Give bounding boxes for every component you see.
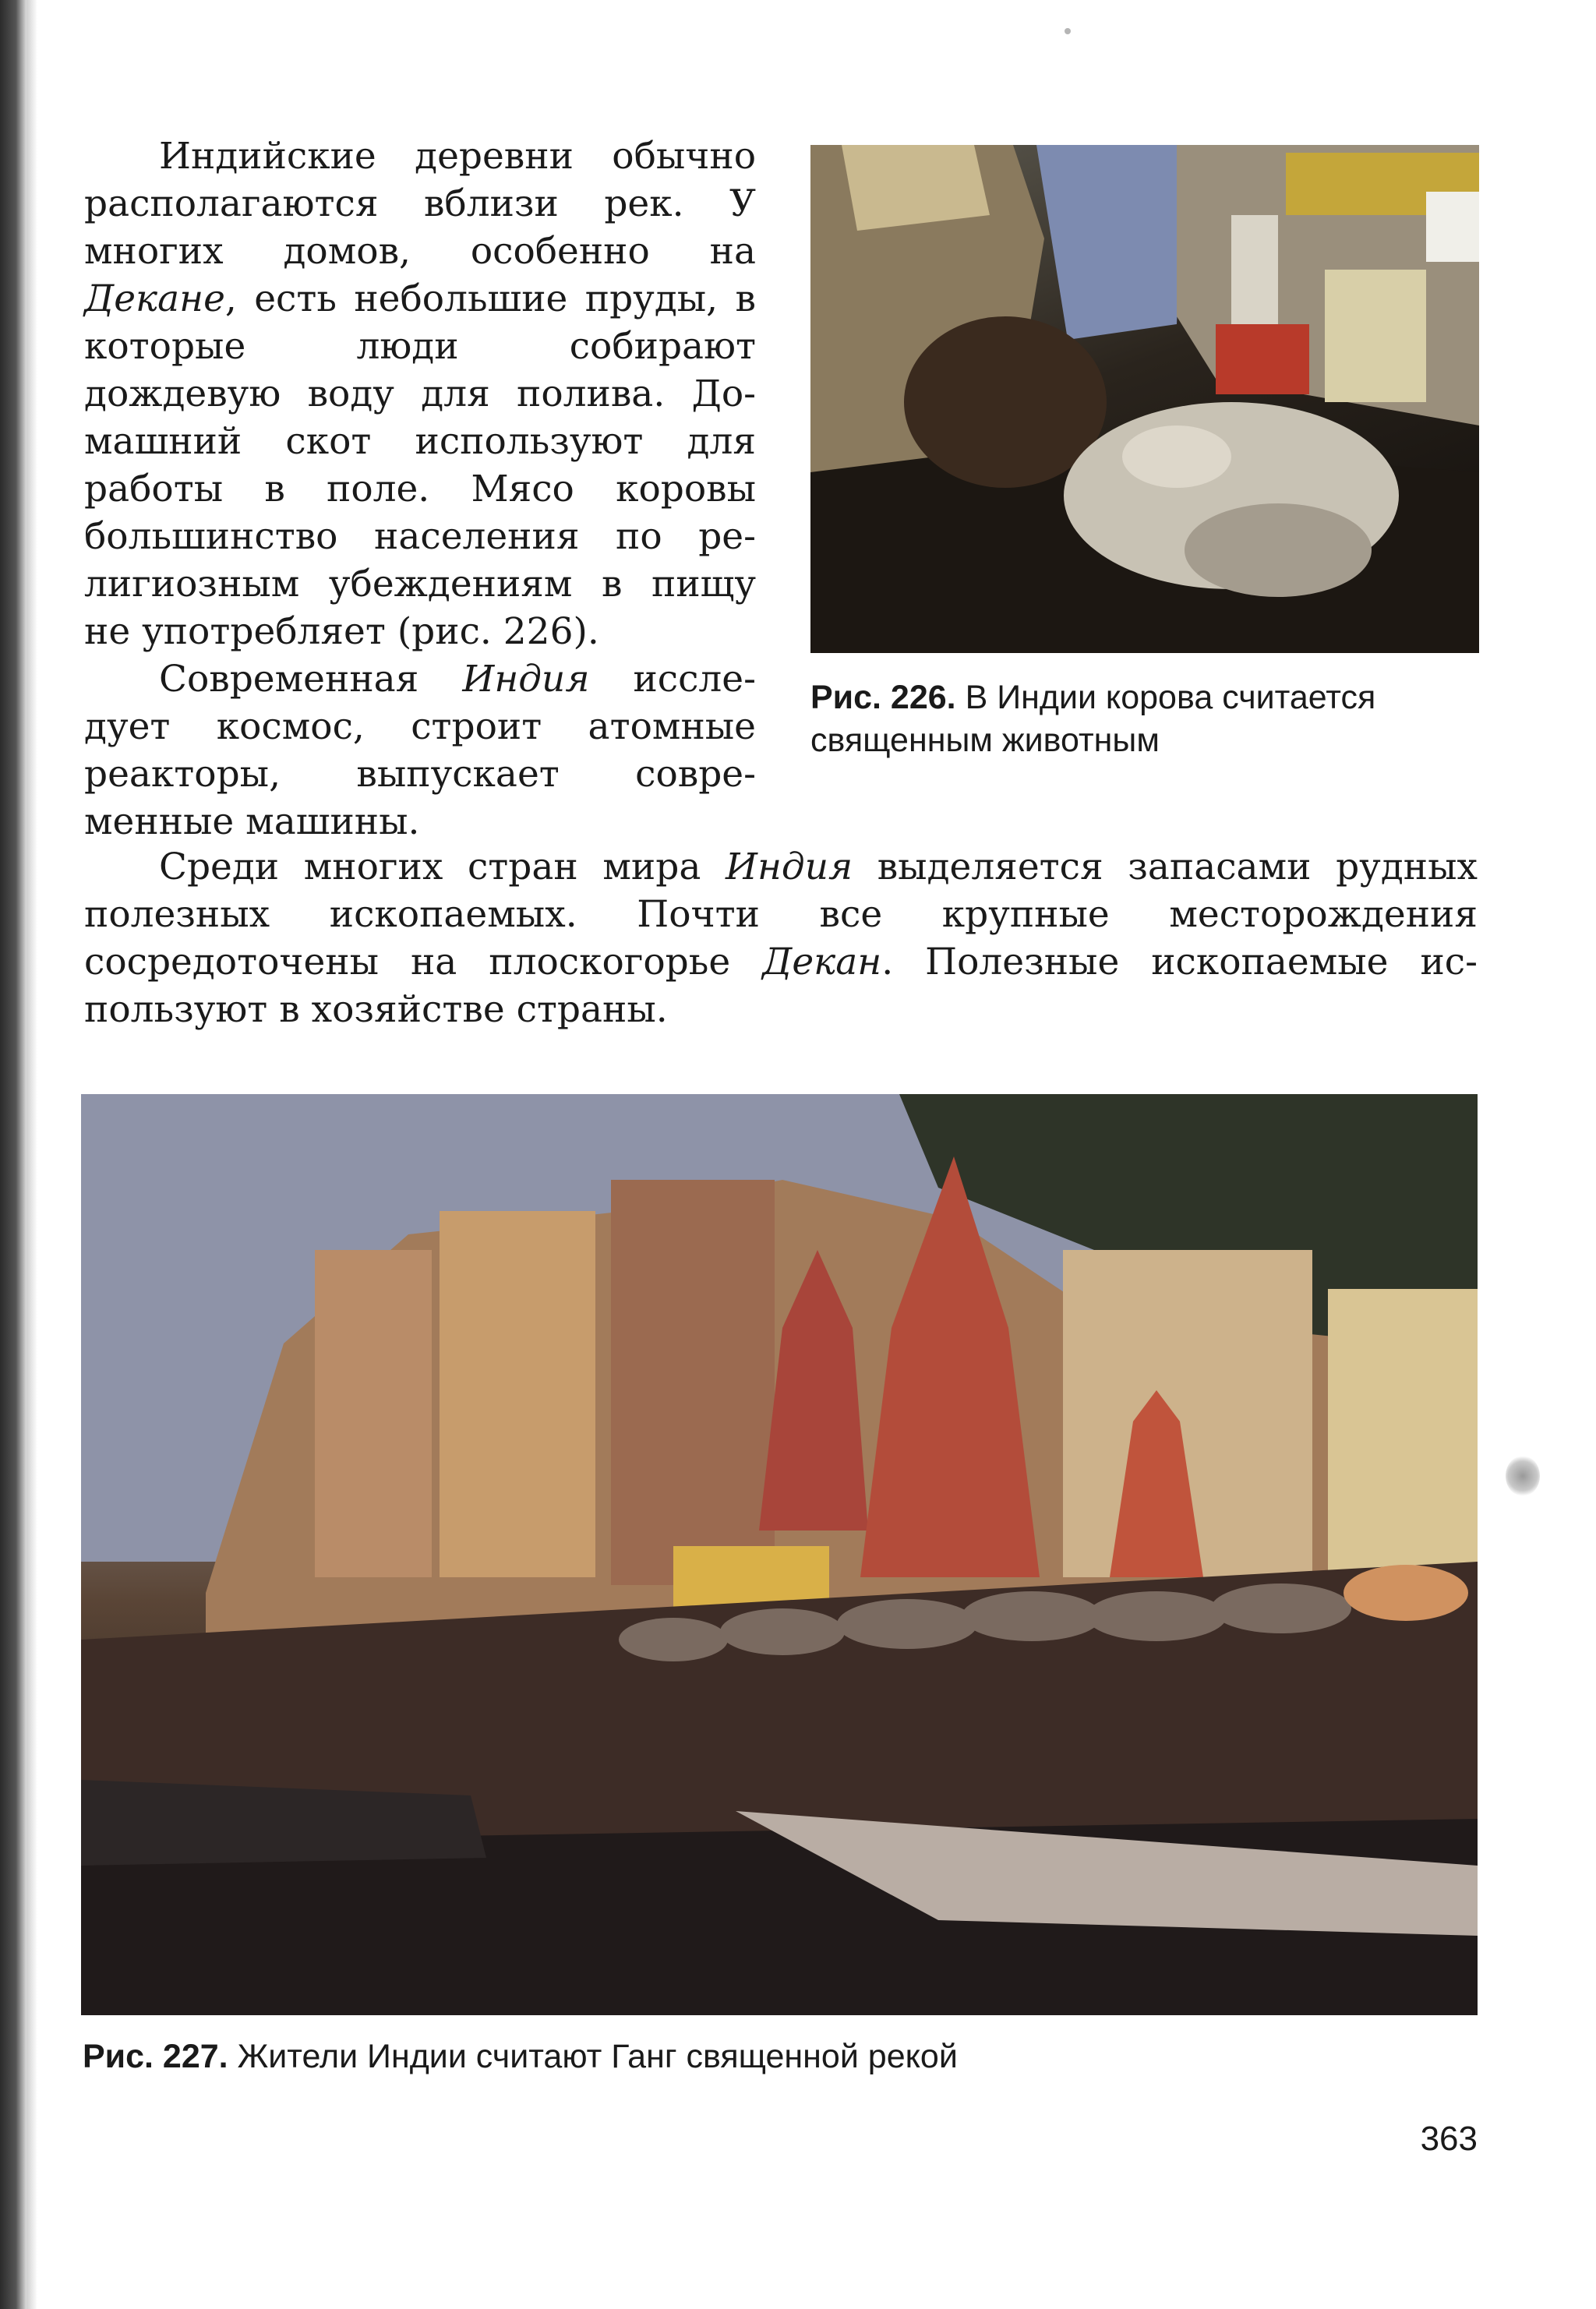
figure-caption-text: В Индии корова считается священным животным	[810, 679, 1376, 759]
place-name-deccan: Декане	[84, 277, 225, 320]
place-name-deccan: Декан	[762, 941, 882, 983]
paragraph-text: Индийские деревни обычно располагаются вблизи рек. У многих домов, особенно на	[84, 135, 756, 273]
figure-227-photo	[81, 1094, 1478, 2015]
paragraph-villages	[84, 132, 756, 655]
paragraph-text: Современная	[159, 658, 463, 701]
place-name-india: Индия	[462, 658, 590, 701]
place-name-india: Индия	[725, 846, 853, 888]
figure-226-photo	[810, 145, 1479, 653]
paragraph-text: исследует космос, строит атомные реакторы, выпускает современные машины.	[84, 658, 756, 843]
figure-label: Рис. 227.	[83, 2038, 228, 2075]
print-speck	[1065, 28, 1071, 34]
figure-227-caption	[83, 2035, 1478, 2078]
page-edge	[26, 0, 37, 2309]
text-column	[84, 132, 756, 846]
paragraph-text: , есть небольшие пруды, в которые люди собирают дождевую воду для полива. Домашний скот используют для работы в поле. Мясо коровы большинство населения по религиозным убеждениям в пищу не употребляет (рис. 226).	[84, 277, 756, 653]
book-spine-shadow	[0, 0, 26, 2309]
cow-street-illustration	[810, 145, 1479, 653]
paragraph-modern-india	[84, 655, 756, 846]
text-full-width	[84, 843, 1478, 1033]
paragraph-text: выделяется запасами рудных полезных ископаемых. Почти все крупные месторождения сосредоточены на плоскогорье	[84, 846, 1478, 983]
figure-label: Рис. 226.	[810, 679, 956, 716]
ganges-ghats-illustration	[81, 1094, 1478, 2015]
paragraph-minerals	[84, 843, 1478, 1033]
paragraph-text: Среди многих стран мира	[159, 846, 726, 888]
page-smudge	[1506, 1456, 1540, 1496]
paragraph-text: . Полезные ископаемые используют в хозяйстве страны.	[84, 941, 1478, 1031]
figure-226-caption	[810, 676, 1481, 762]
figure-caption-text: Жители Индии считают Ганг священной рекой	[228, 2038, 958, 2075]
page-number: 363	[1420, 2120, 1478, 2158]
